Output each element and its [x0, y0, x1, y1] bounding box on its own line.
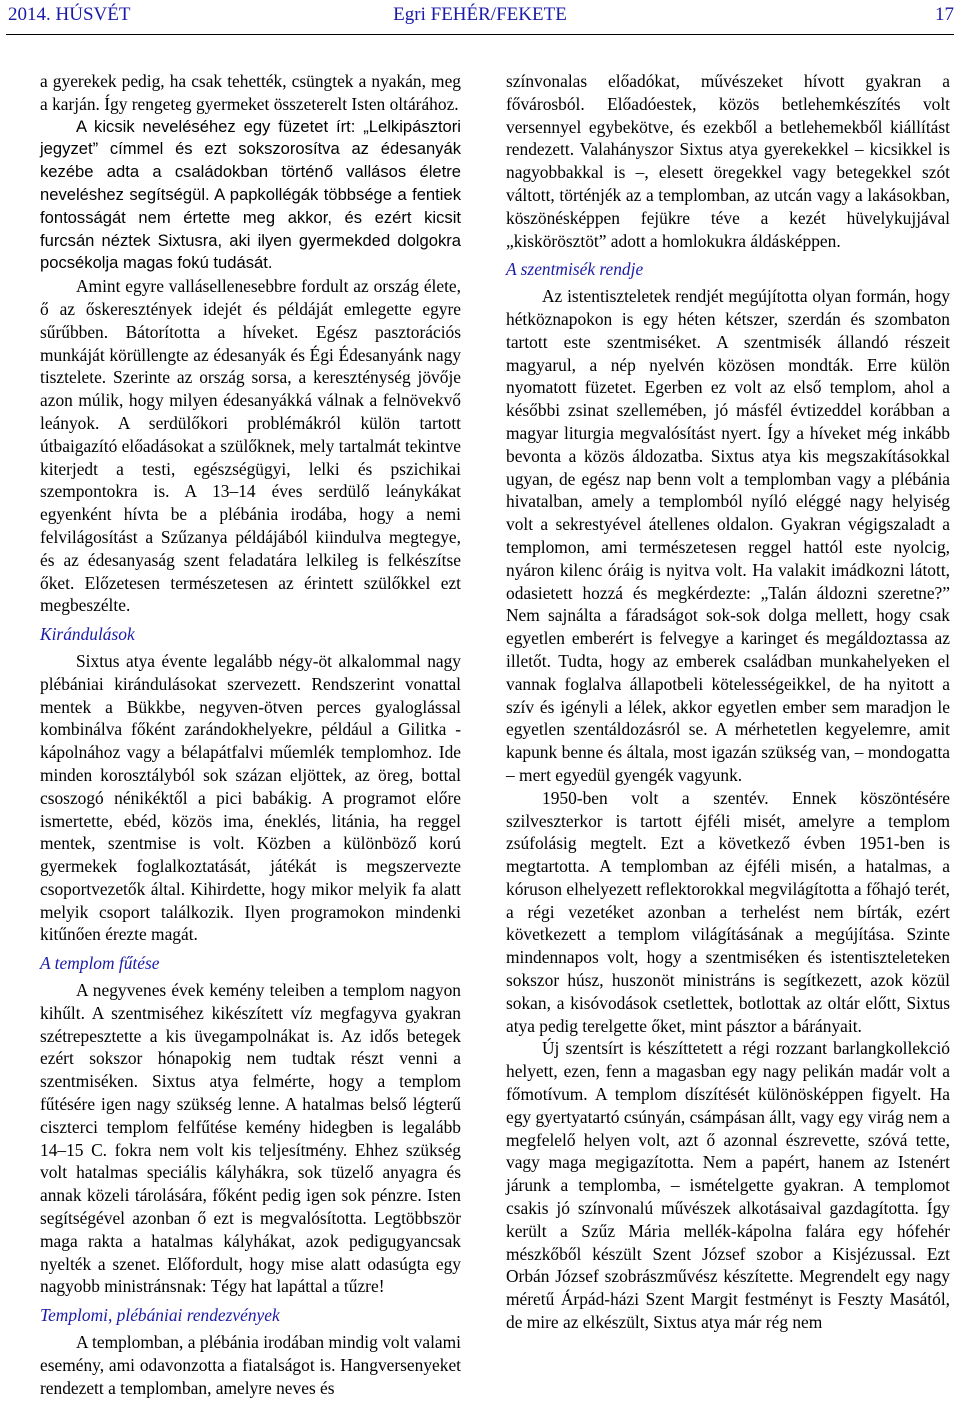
left-column	[40, 70, 461, 1399]
section-heading: A szentmisék rendje	[506, 259, 644, 280]
paragraph: Új szentsírt is készíttetett a régi rozzant barlangkollekció helyett, ezen, fenn a magasban egy nagy pelikán madár volt a főmotívum. A templom díszítését különösképpen figyelt. Ha egy gyertyatartó csúnyán, csámpásan állt, vagy egy virág nem a megfelelő helyen volt, azt ő azonnal észrevette, szóvá tette, vagy maga megigazította. Nem a papért, hanem az Istenért járunk a templomba, – ismételgette gyakran. A templomot csakis jó színvonalú művészek alkotásaival gazdagította. Így került a Szűz Mária mellék-kápolna falára egy hófehér mészkőből készült Szent József szobor a Kisjézussal. Ezt Orbán József szobrászművész készítette. Megrendelt egy nagy méretű Árpád-házi Szent Margit festményt is Feszty Masától, de mire az elkészült, Sixtus atya már rég nem	[506, 1038, 950, 1333]
paragraph: Az istentiszteletek rendjét megújította olyan formán, hogy hétköznapokon is egy héten kétszer, szerdán és szombaton tartott este szentmiséket. A szentmisék állandó részeit magyarul, a nép nyelvén közösen mondták. Erre külön nyomatott füzetet. Egerben ez volt az első templom, ahol a későbbi zsinat szellemében, jó másfél évtizeddel korábban a magyar liturgia megvalósítást nyert. Így a híveket még inkább bevonta a közös áldozatba. Sixtus atya kis megszakításokkal ugyan, de egész nap benn volt a templomban vagy a plébánia hivatalban, amely a templomból nyíló eléggé nagy helyiség volt a sekrestyével átellenes oldalon. Gyakran végigszaladt a templomon, ami természetesen reggel hattól este nyolcig, nyáron kilenc óráig is nyitva volt. Ha valakit imádkozni látott, odasietett hozzá és megkérdezte: „Talán áldozni szeretne?” Nem sajnálta a fáradságot sok-sok dolga mellett, hogy csak egyetlen emberért is felvegye a karinget és megáldoztassa az illetőt. Tudta, hogy az emberek családban munkahelyeken el vannak foglalva állapotbeli kötelességeikkel, de ha nyitott a szív és igényli a lélek, akkor egyetlen ember sem maradjon le egyetlen szentáldozásról se. A mérhetetlen kegyelemre, amit kapunk benne és általa, most igazán szükség van, – mondogatta – mert egyedül gyengék vagyunk.	[506, 286, 950, 785]
paragraph: a gyerekek pedig, ha csak tehették, csüngtek a nyakán, meg a karján. Így rengeteg gyermeket összeterelt Isten oltárához.	[40, 71, 461, 114]
issue-label: 2014. HÚSVÉT	[8, 4, 131, 25]
paragraph: A negyvenes évek kemény teleiben a templom nagyon kihűlt. A szentmiséhez kikészített víz megfagyva gyakran szétrepesztette a kis üvegampolnákat is. Az idős betegek ezért sokszor hónapokig nem tudtak részt venni a szentmiséken. Sixtus atya felmérte, hogy a templom fűtésére igen nagy szükség lenne. A hatalmas belső légterű ciszterci templom felfűtése kemény hidegben is legalább 14–15 C. fokra nem volt kis teljesítmény. Ehhez szükség volt hatalmas speciális kályhákra, sok tüzelő anyagra és annak közeli tárolására, főként pedig igen sok pénzre. Isten segítségével azonban ő ezt is megvalósította. Legtöbbször maga rakta a hatalmas kályhákat, azok pedigugyancsak nyelték a szenet. Előfordult, hogy mise alatt odasúgta egy nagyobb ministránsnak: Tégy hat lapáttal a tűzre!	[40, 980, 461, 1297]
paragraph: A templomban, a plébánia irodában mindig volt valami esemény, ami odavonzotta a fiatalságot is. Hangversenyeket rendezett a templomban, amelyre neves és	[40, 1332, 461, 1398]
section-heading: Templomi, plébániai rendezvények	[40, 1305, 280, 1326]
paragraph: Sixtus atya évente legalább négy-öt alkalommal nagy plébániai kirándulásokat szervezett. Rendszerint vonattal mentek a Bükkbe, negyven-ötven perces gyaloglással kombinálva főként zarándokhelyekre, például a Gilitka - kápolnához vagy a bélapátfalvi műemlék templomhoz. Ide minden korosztályból sok százan eljöttek, az öreg, bottal csoszogó nénikéktől a pici babákig. A programot előre ismertette, ebéd, közös ima, éneklés, litánia, ha reggel mentek, szentmise is volt. Közben a különböző korú gyermekek foglalkoztatását, játékát is megszervezte csoportvezetők által. Kihirdette, hogy mikor melyik fa alatt melyik csoport találkozik. Ilyen programokon mindenki kitűnően érezte magát.	[40, 650, 461, 945]
section-heading: Kirándulások	[40, 624, 135, 645]
paragraph: Amint egyre vallásellenesebbre fordult az ország élete, ő az őskeresztények idejét és példáját emlegette egyre sűrűbben. Bátorította a híveket. Egész pasztorációs munkáját körüllengte az édesanyák és Égi Édesanyánk nagy tisztelete. Szerinte az ország sorsa, a kereszténység jövője azon múlik, hogy milyen édesanyákká válnak a felnövekvő leányok. A serdülőkori problémákról külön tartott útbaigazító előadásokat a szülőknek, mely tartalmát tekintve kiterjedt a testi, egészségügyi, lelki és pszichikai szempontokra is. A 13–14 éves serdülő leánykákat egyenként hívta be a plébánia irodába, hogy a nemi felvilágosítást a Szűzanya példájából kiindulva megtegye, és az édesanyaság szent feladatára lelkileg is felkészítse őket. Előzetesen természetesen az érintett szülőkkel ezt megbeszélte.	[40, 276, 461, 616]
page-number: 17	[935, 4, 954, 25]
paragraph: színvonalas előadókat, művészeket hívott gyakran a fővárosból. Előadóestek, közös betlehemkészítés volt versennyel egybekötve, és ezekből a betlehemekből kiállítást rendezett. Valahányszor Sixtus atya gyerekekkel – kicsikkel is nagyobbakkal is –, elesett öregekkel vagy betegekkel szót váltott, történjék az a templomban, az utcán vagy a lakásokban, köszönésképpen fejükre téve a kezét hüvelykujjával „kiskörösztöt” adott a homlokukra áldásképpen.	[506, 71, 950, 251]
running-header	[6, 0, 954, 35]
paragraph: A kicsik neveléséhez egy füzetet írt: „Lelkipásztori jegyzet” címmel és ezt sokszorosítva az édesanyák kezébe adta a családokban történő vallásos életre neveléshez segítségül. A papkollégák többsége a fentiek fontosságát nem értette meg akkor, és ezért kicsit furcsán néztek Sixtusra, aki ilyen gyermekded dolgokra pocsékolja magas fokú tudását.	[40, 116, 461, 273]
publication-title: Egri FEHÉR/FEKETE	[393, 4, 567, 25]
paragraph: 1950-ben volt a szentév. Ennek köszöntésére szilveszterkor is tartott éjféli misét, amelyre a templom zsúfolásig megtelt. Ezt a következő évben 1951-ben is megtartotta. A templomban az éjféli misén, a hatalmas, a kóruson elhelyezett reflektorokkal megvilágította a főhajó terét, a régi vezetéket azonban a terhelést nem bírták, ezért következett a templom világításának a megújítása. Szinte mindennapos volt, hogy a szentmiséken és istentiszteleteken sokszor húsz, huszonöt ministráns is segítkezett, azok közül sokan, a kisóvodások csetlettek, botlottak az oltár előtt, Sixtus atya pedig terelgette őket, mint pásztor a bárányait.	[506, 787, 950, 1036]
section-heading: A templom fűtése	[40, 953, 160, 974]
right-column	[506, 70, 950, 1334]
